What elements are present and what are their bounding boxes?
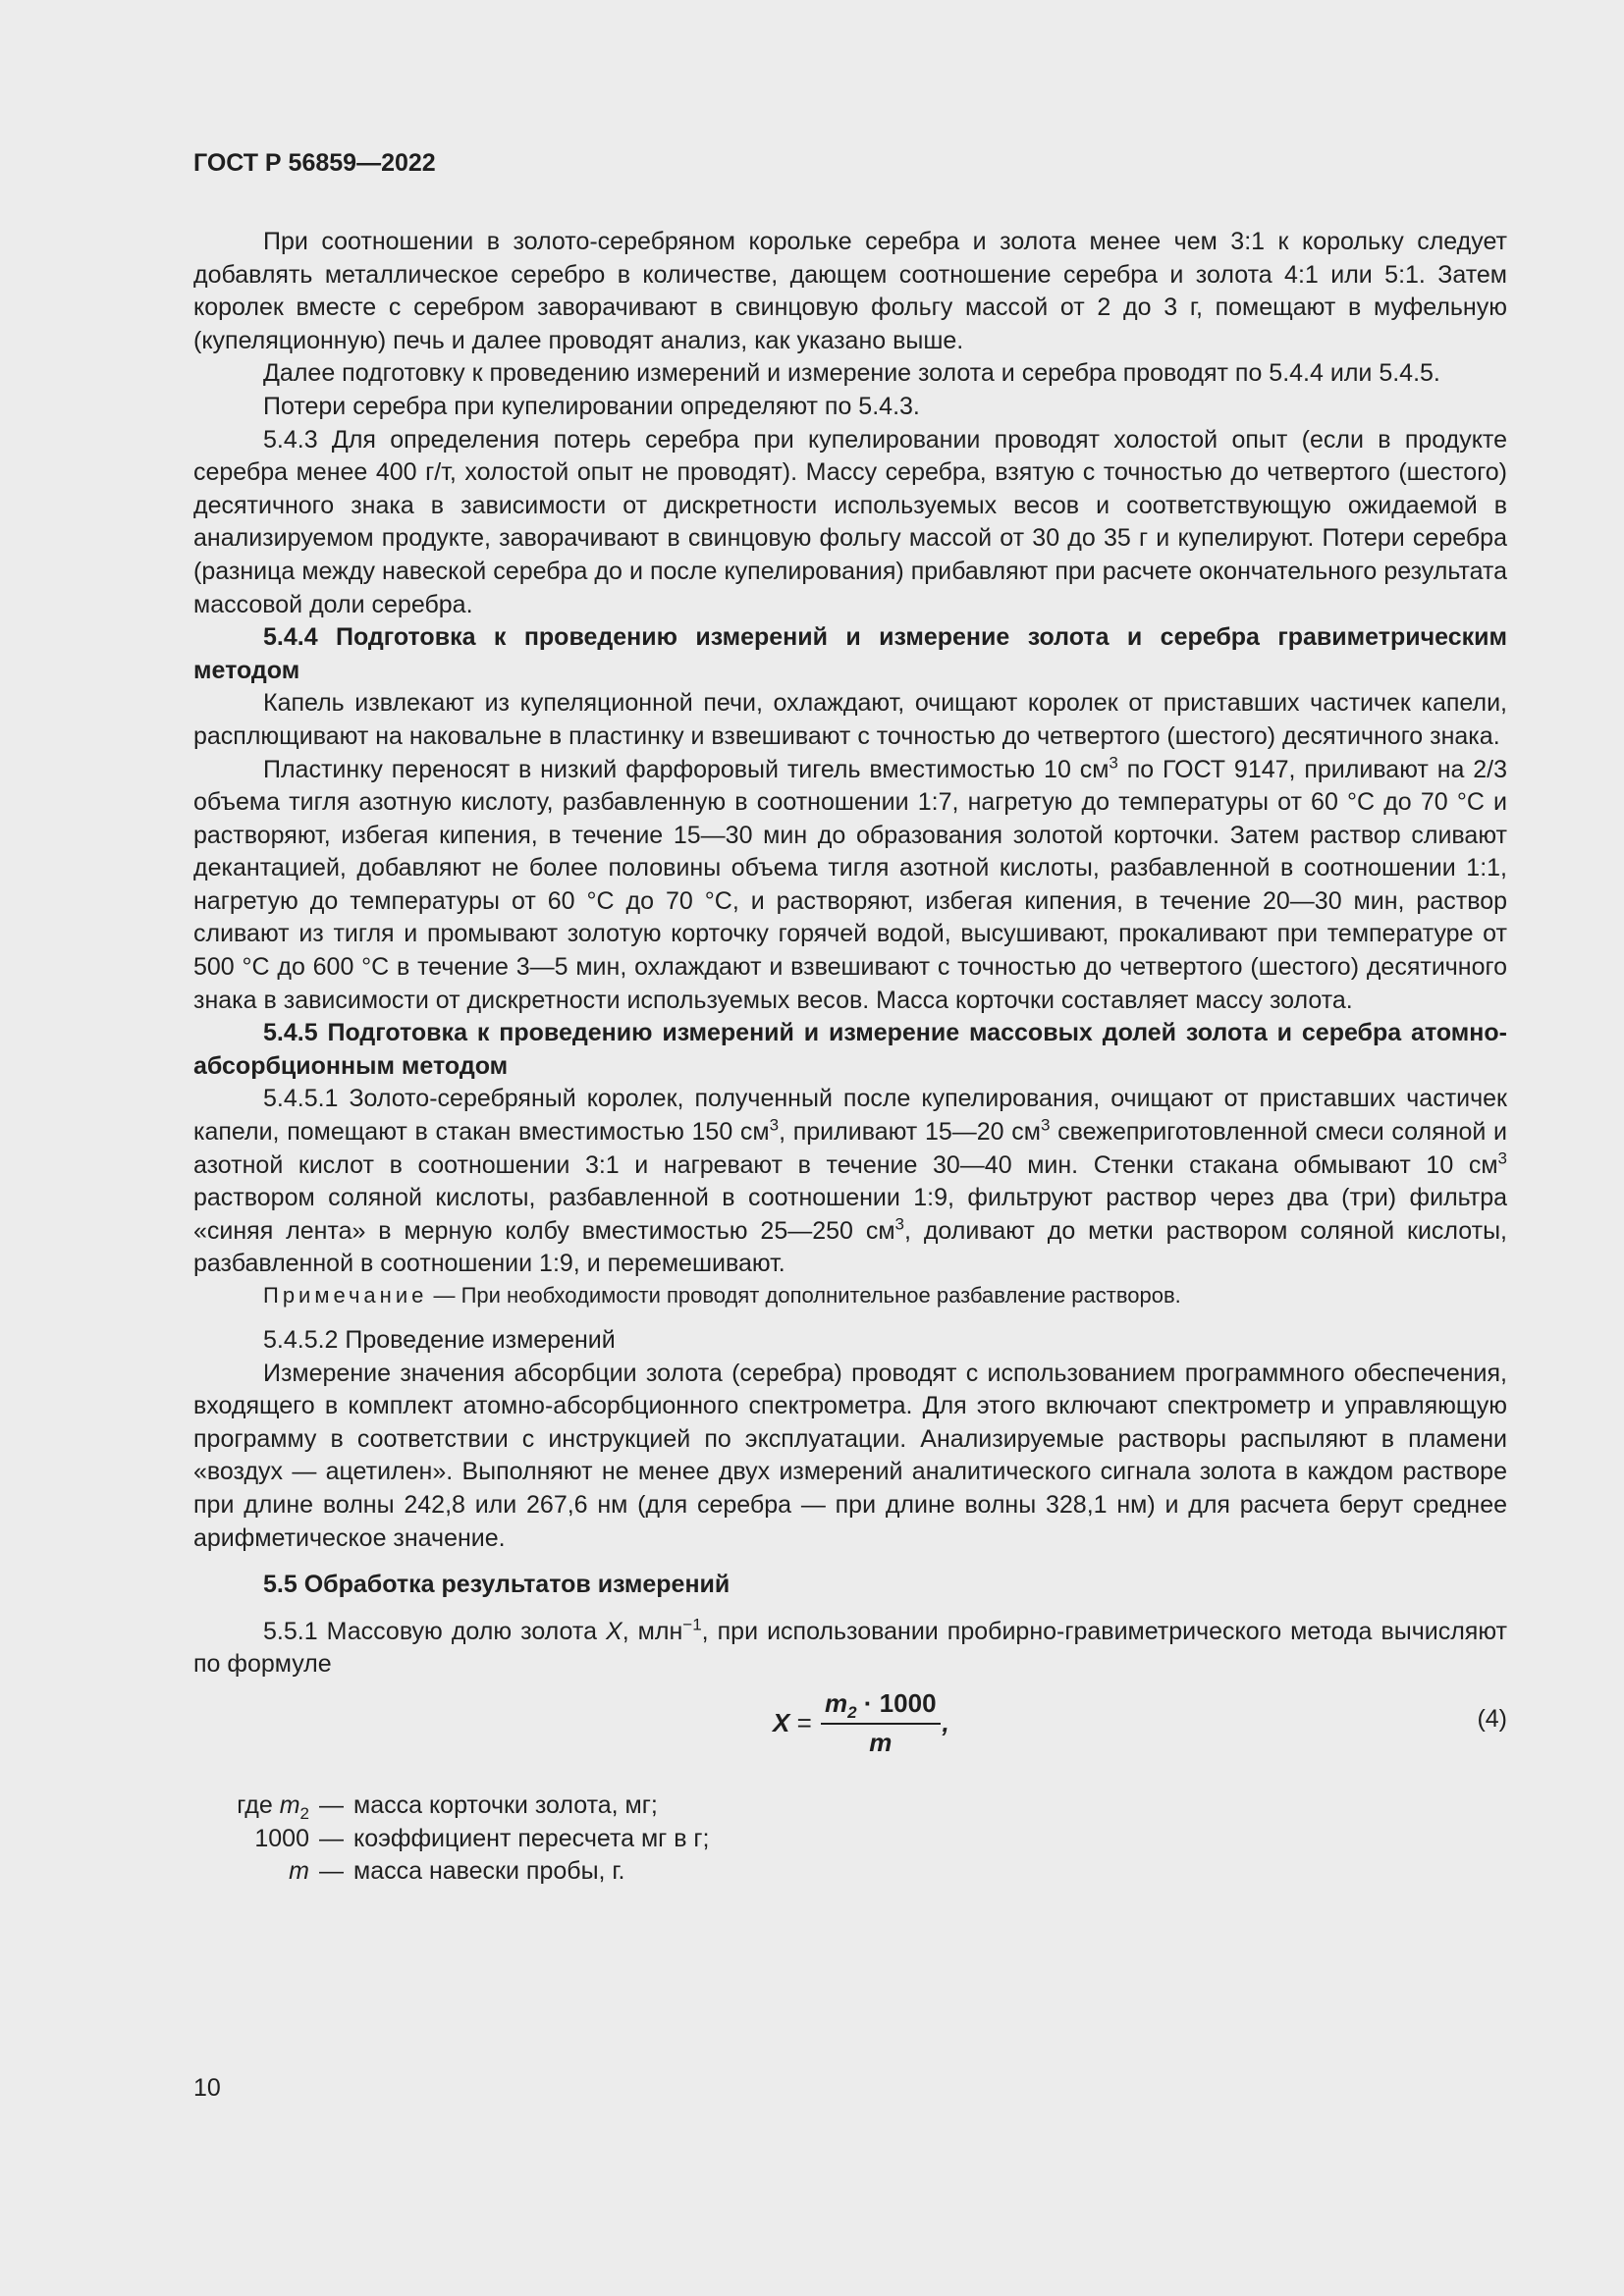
paragraph: Потери серебра при купелировании определяют по 5.4.3. — [263, 392, 920, 420]
paragraph-5-4-5-1 — [193, 1083, 1507, 1281]
dash: — — [319, 1824, 344, 1852]
superscript: 3 — [769, 1115, 780, 1135]
heading-text: 5.4.4 Подготовка к проведению измерений и измерение золота и серебра гравиметрическим методом — [193, 623, 1507, 684]
text-run: , приливают 15—20 см — [779, 1118, 1041, 1147]
where-row — [193, 1855, 1507, 1889]
formula-comma: , — [942, 1707, 949, 1737]
variable-x: X — [606, 1617, 623, 1645]
section-heading-5-5 — [193, 1569, 1507, 1602]
where-symbol — [193, 1823, 309, 1856]
superscript: 3 — [1040, 1115, 1051, 1135]
page-number: 10 — [193, 2074, 221, 2102]
text-run: , доливают до метки раствором соляной кислоты, разбавленной в соотношении 1:9, и перемешивают. — [193, 1216, 1508, 1278]
where-symbol — [193, 1789, 309, 1823]
fraction-denominator: m — [869, 1727, 893, 1757]
formula-lhs: X — [773, 1707, 790, 1737]
superscript: 3 — [894, 1214, 904, 1234]
where-list — [193, 1789, 1507, 1889]
formula-4 — [193, 1685, 1507, 1762]
formula-expression — [773, 1687, 949, 1759]
text-run: 5.4.5.1 Золото-серебряный королек, полученный после купелирования, очищают от приставших частичек капели, помещают в стакан вместимостью 150 см — [193, 1085, 1507, 1147]
numerator-sub: 2 — [847, 1703, 857, 1723]
superscript: 3 — [1109, 753, 1118, 773]
paragraph: Измерение значения абсорбции золота (серебра) проводят с использованием программного обеспечения, входящего в комплект атомно-абсорбционного спектрометра. Для этого включают спектрометр и управляющую программу в соответствии с инструкцией по эксплуатации. Анализируемые растворы распыляют в пламени «воздух — ацетилен». Выполняют не менее двух измерений аналитического сигнала золота в каждом растворе при длине волны 242,8 или 267,6 нм (для серебра — при длине волны 328,1 нм) и для расчета берут среднее арифметическое значение. — [193, 1359, 1507, 1552]
heading-text: 5.4.5 Подготовка к проведению измерений и измерение массовых долей золота и серебра атомно-абсорбционным методом — [193, 1019, 1507, 1080]
paragraph: Капель извлекают из купеляционной печи, охлаждают, очищают королек от приставших частичек капели, расплющивают на наковальне в пластинку и взвешивают с точностью до четвертого (шестого) десятичного знака. — [193, 689, 1507, 750]
equation-number: (4) — [1477, 1704, 1507, 1733]
paragraph: При соотношении в золото-серебряном корольке серебра и золота менее чем 3:1 к корольку следует добавлять металлическое серебро в количестве, дающем соотношение серебра и золота 4:1 или 5:1. Затем королек вместе с серебром заворачивают в свинцовую фольгу массой от 2 до 3 г, помещают в муфельную (купеляционную) печь и далее проводят анализ, как указано выше. — [193, 228, 1507, 354]
dash: — — [319, 1790, 344, 1819]
note-text: — При необходимости проводят дополнительное разбавление растворов. — [427, 1283, 1181, 1308]
heading-text: 5.5 Обработка результатов измерений — [263, 1571, 731, 1599]
text-run: свежеприготовленной смеси соляной и азотной кислот в соотношении 3:1 и нагревают в течение 30—40 мин. Стенки стакана обмывают 10 см — [193, 1118, 1508, 1179]
page-body — [193, 226, 1507, 1889]
section-heading-5-4-4 — [193, 621, 1507, 687]
text-run: , при использовании пробирно-гравиметрического метода вычисляют по формуле — [193, 1617, 1507, 1679]
dash: — — [319, 1857, 344, 1886]
where-row — [193, 1789, 1507, 1823]
where-description: коэффициент пересчета мг в г; — [353, 1824, 710, 1852]
superscript: −1 — [682, 1615, 702, 1634]
where-symbol — [193, 1855, 309, 1889]
symbol-sub: 2 — [299, 1803, 309, 1823]
superscript: 3 — [1497, 1148, 1507, 1168]
text-run: раствором соляной кислоты, разбавленной в соотношении 1:9, фильтруют раствор через два (три) фильтра «синяя лента» в мерную колбу вместимостью 25—250 см — [193, 1184, 1507, 1245]
paragraph: Далее подготовку к проведению измерений и измерение золота и серебра проводят по 5.4.4 или 5.4.5. — [263, 359, 1440, 388]
symbol: 1000 — [254, 1824, 309, 1852]
text-run: , млн — [622, 1617, 683, 1645]
where-description: масса навески пробы, г. — [353, 1857, 625, 1886]
section-heading-5-4-5 — [193, 1017, 1507, 1083]
text-run: по ГОСТ 9147, приливают на 2/3 объема тигля азотную кислоту, разбавленную в соотношении 1:7, нагретую до температуры от 60 °С до 70 °С и растворяют, избегая кипения, в течение 15—30 мин до образования золотой корточки. Затем раствор сливают декантацией, добавляют не более половины объема тигля азотной кислоты, разбавленной в соотношении 1:1, нагретую до температуры от 60 °С до 70 °С, и растворяют, избегая кипения, в течение 20—30 мин, раствор сливают из тигля и промывают золотую корточку горячей водой, высушивают, прокаливают при температуре от 500 °С до 600 °С в течение 3—5 мин, охлаждают и взвешивают с точностью до четвертого (шестого) десятичного знака в зависимости от дискретности используемых весов. Масса корточки составляет массу золота. — [193, 755, 1508, 1014]
numerator-var: m — [824, 1687, 848, 1718]
symbol: m — [279, 1790, 300, 1819]
text-run: 5.5.1 Массовую долю золота — [263, 1617, 607, 1645]
text-run: Пластинку переносят в низкий фарфоровый тигель вместимостью 10 см — [263, 755, 1110, 783]
where-description: масса корточки золота, мг; — [353, 1790, 658, 1819]
note — [193, 1281, 1507, 1310]
paragraph-5-5-1 — [193, 1616, 1507, 1682]
paragraph — [193, 754, 1507, 1018]
paragraph-5-4-3: 5.4.3 Для определения потерь серебра при купелировании проводят холостой опыт (если в продукте серебра менее 400 г/т, холостой опыт не проводят). Массу серебра, взятую с точностью до четвертого (шестого) десятичного знака в зависимости от дискретности используемых весов и соответствующую ожидаемой в анализируемом продукте, заворачивают в свинцовую фольгу массой от 30 до 35 г и купелируют. Потери серебра (разница между навеской серебра до и после купелирования) прибавляют при расчете окончательного результата массовой доли серебра. — [193, 425, 1507, 618]
where-prefix: где — [237, 1790, 280, 1819]
document-header: ГОСТ Р 56859—2022 — [193, 149, 436, 177]
note-label: Примечание — [263, 1283, 428, 1308]
paragraph-5-4-5-2: 5.4.5.2 Проведение измерений — [263, 1326, 616, 1354]
numerator-rest: · 1000 — [856, 1687, 937, 1718]
formula-equals: = — [789, 1707, 819, 1737]
fraction-numerator — [821, 1687, 941, 1725]
symbol: m — [289, 1857, 309, 1886]
where-row — [193, 1823, 1507, 1856]
formula-fraction — [821, 1687, 941, 1759]
